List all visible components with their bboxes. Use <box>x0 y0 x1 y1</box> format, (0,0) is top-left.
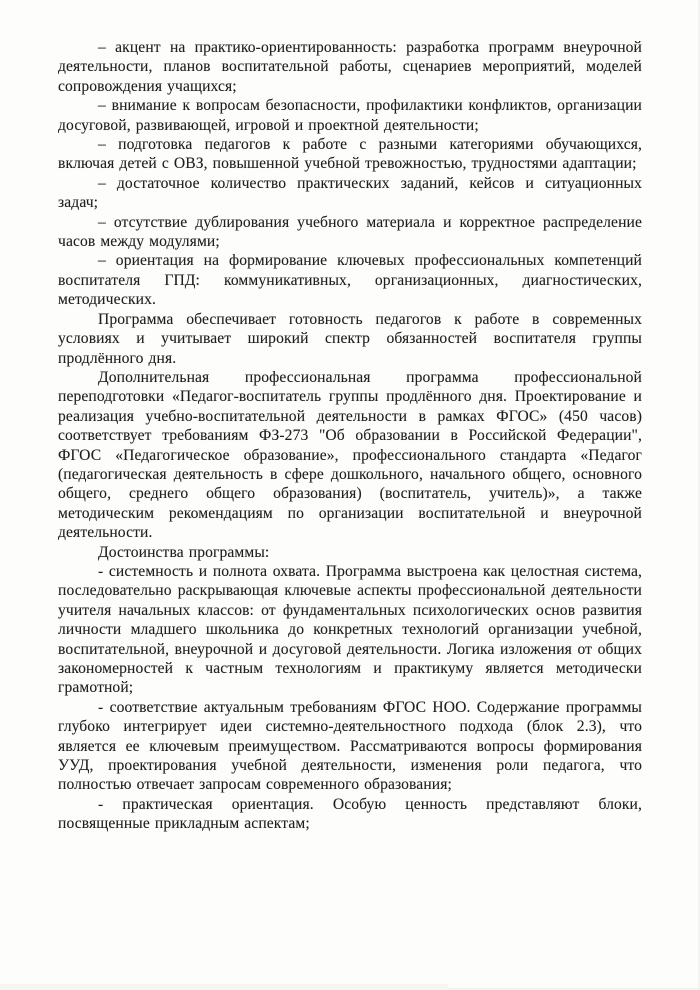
paragraph-advantage-fgos-noo: - соответствие актуальным требованиям ФГОС НОО. Содержание программы глубоко интегрирует идеи системно-деятельностного подхода (блок 2.3), что является ее ключевым преимуществом. Рассматриваются вопросы формирования УУД, проектирования учебной деятельности, изменения роли педагога, что полностью отвечает запросам современного образования; <box>58 698 642 794</box>
paragraph-bullet-safety-attention: – внимание к вопросам безопасности, профилактики конфликтов, организации досуговой, развивающей, игровой и проектной деятельности; <box>58 97 642 134</box>
paragraph-advantages-heading: Достоинства программы: <box>98 543 270 561</box>
paragraph-bullet-key-competencies: – ориентация на формирование ключевых профессиональных компетенций воспитателя ГПД: коммуникативных, организационных, диагностических, методических. <box>58 252 642 309</box>
paragraph-advantage-systemic: - системность и полнота охвата. Программа выстроена как целостная система, последовательно раскрывающая ключевые аспекты профессиональной деятельности учителя начальных классов: от фундаментальных психологических основ развития личности младшего школьника до конкретных технологий организации учебной, воспитательной, внеурочной и досуговой деятельности. Логика изложения от общих закономерностей к частным технологиям и практикуму является методически грамотной; <box>58 562 642 697</box>
paragraph-advantage-practical: - практическая ориентация. Особую ценность представляют блоки, посвященные прикладным аспектам; <box>58 795 642 833</box>
paragraph-bullet-no-duplication: – отсутствие дублирования учебного материала и корректное распределение часов между модулями; <box>58 213 642 251</box>
paragraph-program-readiness: Программа обеспечивает готовность педагогов к работе в современных условиях и учитывает широкий спектр обязанностей воспитателя группы продлённого дня. <box>58 310 642 367</box>
document-text-block <box>58 38 642 834</box>
paragraph-bullet-practice-orientation: – акцент на практико-ориентированность: разработка программ внеурочной деятельности, планов воспитательной работы, сценариев мероприятий, моделей сопровождения учащихся; <box>58 39 642 95</box>
paragraph-bullet-practical-tasks: – достаточное количество практических заданий, кейсов и ситуационных задач; <box>58 174 642 212</box>
paragraph-bullet-teacher-preparation: – подготовка педагогов к работе с разными категориями обучающихся, включая детей с ОВЗ, повышенной учебной тревожностью, трудностями адаптации; <box>58 136 642 173</box>
paragraph-program-compliance: Дополнительная профессиональная программа профессиональной переподготовки «Педагог-воспитатель группы продлённого дня. Проектирование и реализация учебно-воспитательной деятельности в рамках ФГОС» (450 часов) соответствует требованиям ФЗ-273 "Об образовании в Российской Федерации", ФГОС «Педагогическое образование», профессионального стандарта «Педагог (педагогическая деятельность в сфере дошкольного, начального общего, основного общего, среднего общего образования) (воспитатель, учитель)», а также методическим рекомендациям по организации воспитательной и внеурочной деятельности. <box>58 368 642 542</box>
scan-artifact-bottom-edge <box>0 984 448 990</box>
